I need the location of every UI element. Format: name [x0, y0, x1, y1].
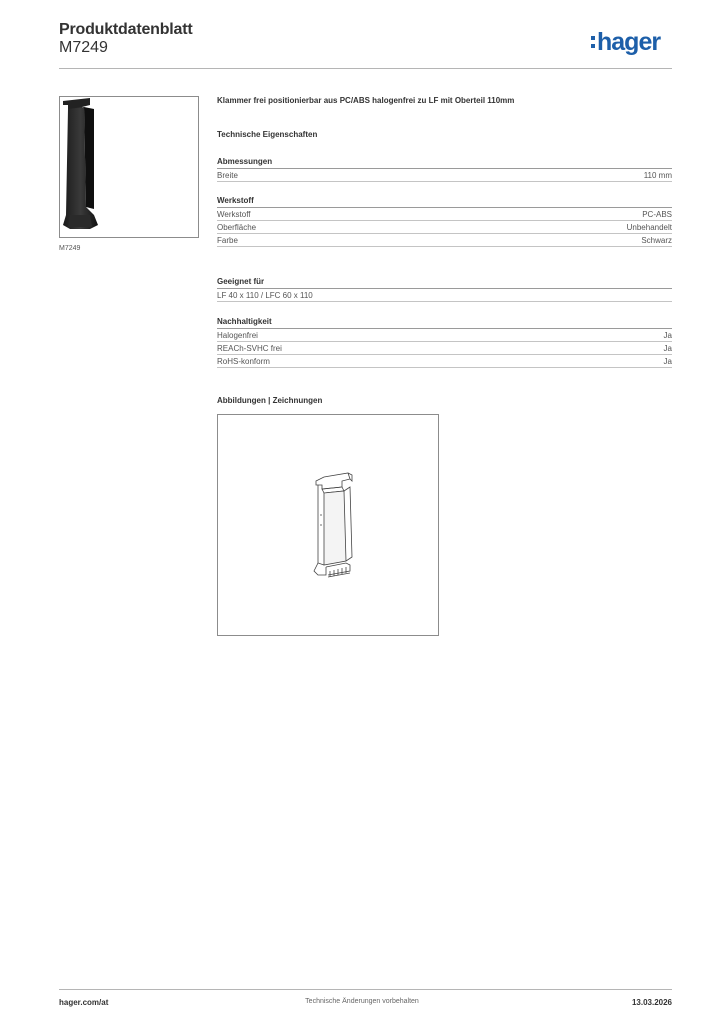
property-row: RoHS-konform Ja	[217, 357, 672, 366]
group-geeignet-fuer	[217, 277, 672, 302]
drawings-title: Abbildungen | Zeichnungen	[217, 396, 323, 405]
image-caption: M7249	[59, 245, 81, 252]
document-title: Produktdatenblatt	[59, 21, 193, 38]
property-row: REACh-SVHC frei Ja	[217, 344, 672, 353]
group-title: Geeignet für	[217, 277, 672, 289]
group-title: Nachhaltigkeit	[217, 317, 672, 329]
group-title: Abmessungen	[217, 157, 672, 169]
product-image	[59, 96, 199, 238]
header-divider	[59, 68, 672, 69]
group-werkstoff	[217, 196, 672, 247]
property-row: Farbe Schwarz	[217, 236, 672, 245]
footer-website: hager.com/at	[59, 998, 109, 1007]
technical-drawing	[217, 414, 439, 636]
section-title: Technische Eigenschaften	[217, 130, 318, 139]
footer-divider	[59, 989, 672, 990]
property-row: Oberfläche Unbehandelt	[217, 223, 672, 232]
logo-colon-icon	[591, 36, 596, 52]
product-code: M7249	[59, 39, 108, 56]
product-description: Klammer frei positionierbar aus PC/ABS halogenfrei zu LF mit Oberteil 110mm	[217, 96, 515, 105]
footer-note: Technische Änderungen vorbehalten	[305, 998, 419, 1005]
footer-date: 13.03.2026	[631, 998, 672, 1007]
group-title: Werkstoff	[217, 196, 672, 208]
clip-drawing-icon	[218, 415, 438, 635]
property-row: Werkstoff PC-ABS	[217, 210, 672, 219]
property-row: Breite 110 mm	[217, 171, 672, 180]
group-abmessungen	[217, 157, 672, 182]
property-row: LF 40 x 110 / LFC 60 x 110	[217, 289, 672, 302]
property-row: Halogenfrei Ja	[217, 331, 672, 340]
group-nachhaltigkeit	[217, 317, 672, 368]
clip-photo-icon	[60, 97, 198, 237]
